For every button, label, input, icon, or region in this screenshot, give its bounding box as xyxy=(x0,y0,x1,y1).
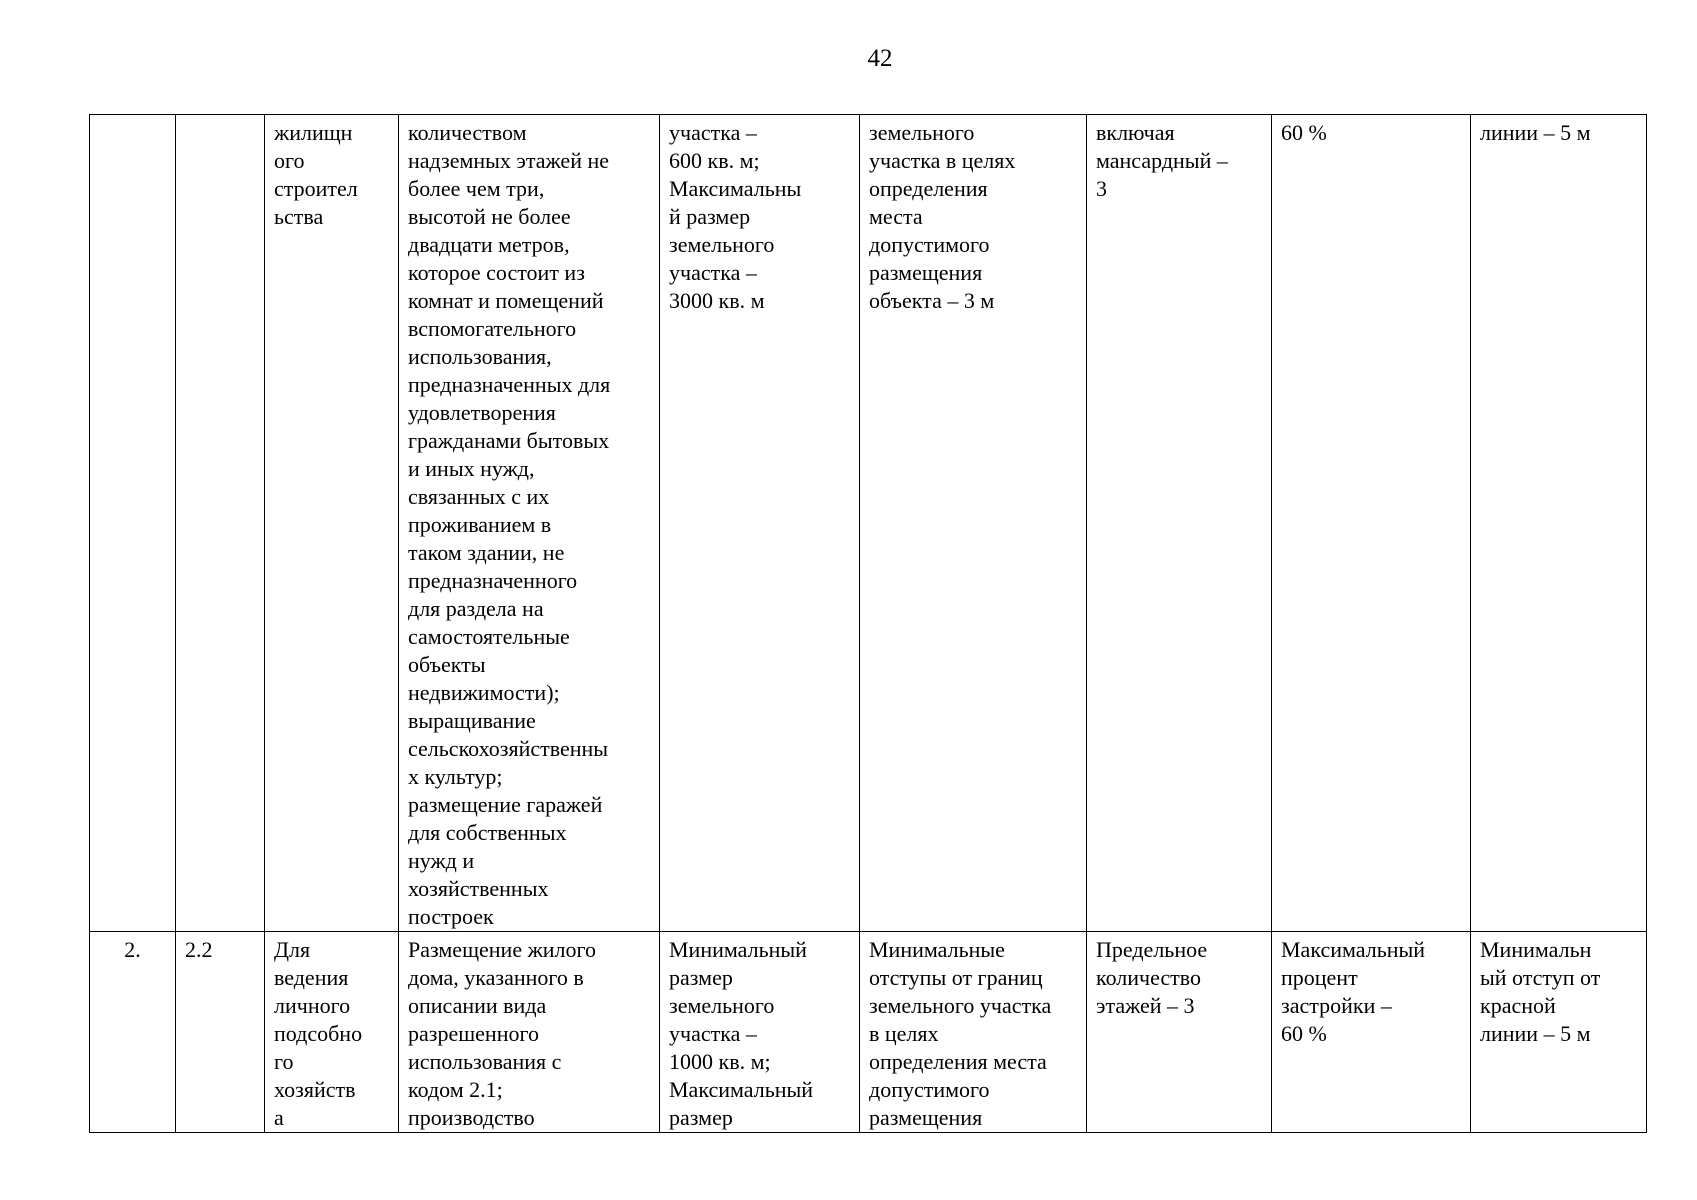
cell-coverage: 60 % xyxy=(1272,115,1471,932)
regulations-table xyxy=(89,114,1647,1133)
cell-use-name: Для ведения личного подсобно го хозяйств а xyxy=(265,932,399,1133)
cell-number: 2. xyxy=(90,932,176,1133)
table-row xyxy=(90,932,1647,1133)
cell-setbacks: Минимальные отступы от границ земельного участка в целях определения места допустимого размещения xyxy=(860,932,1087,1133)
cell-use-description: Размещение жилого дома, указанного в описании вида разрешенного использования с кодом 2.1; производство xyxy=(399,932,660,1133)
cell-plot-size: Минимальный размер земельного участка – 1000 кв. м; Максимальный размер xyxy=(660,932,860,1133)
cell-floors: Предельное количество этажей – 3 xyxy=(1087,932,1272,1133)
cell-use-description: количеством надземных этажей не более чем три, высотой не более двадцати метров, которое состоит из комнат и помещений вспомогательного использования, предназначенных для удовлетворения гражданами бытовых и иных нужд, связанных с их проживанием в таком здании, не предназначенного для раздела на самостоятельные объекты недвижимости); выращивание сельскохозяйственны х культур; размещение гаражей для собственных нужд и хозяйственных построек xyxy=(399,115,660,932)
cell-code xyxy=(176,115,265,932)
cell-code: 2.2 xyxy=(176,932,265,1133)
cell-floors: включая мансардный – 3 xyxy=(1087,115,1272,932)
cell-number xyxy=(90,115,176,932)
cell-plot-size: участка – 600 кв. м; Максимальны й размер земельного участка – 3000 кв. м xyxy=(660,115,860,932)
cell-red-line-setback: линии – 5 м xyxy=(1471,115,1647,932)
cell-red-line-setback: Минимальн ый отступ от красной линии – 5 м xyxy=(1471,932,1647,1133)
page-number: 42 xyxy=(867,45,893,72)
cell-setbacks: земельного участка в целях определения места допустимого размещения объекта – 3 м xyxy=(860,115,1087,932)
cell-coverage: Максимальный процент застройки – 60 % xyxy=(1272,932,1471,1133)
table-row xyxy=(90,115,1647,932)
cell-use-name: жилищн ого строител ьства xyxy=(265,115,399,932)
